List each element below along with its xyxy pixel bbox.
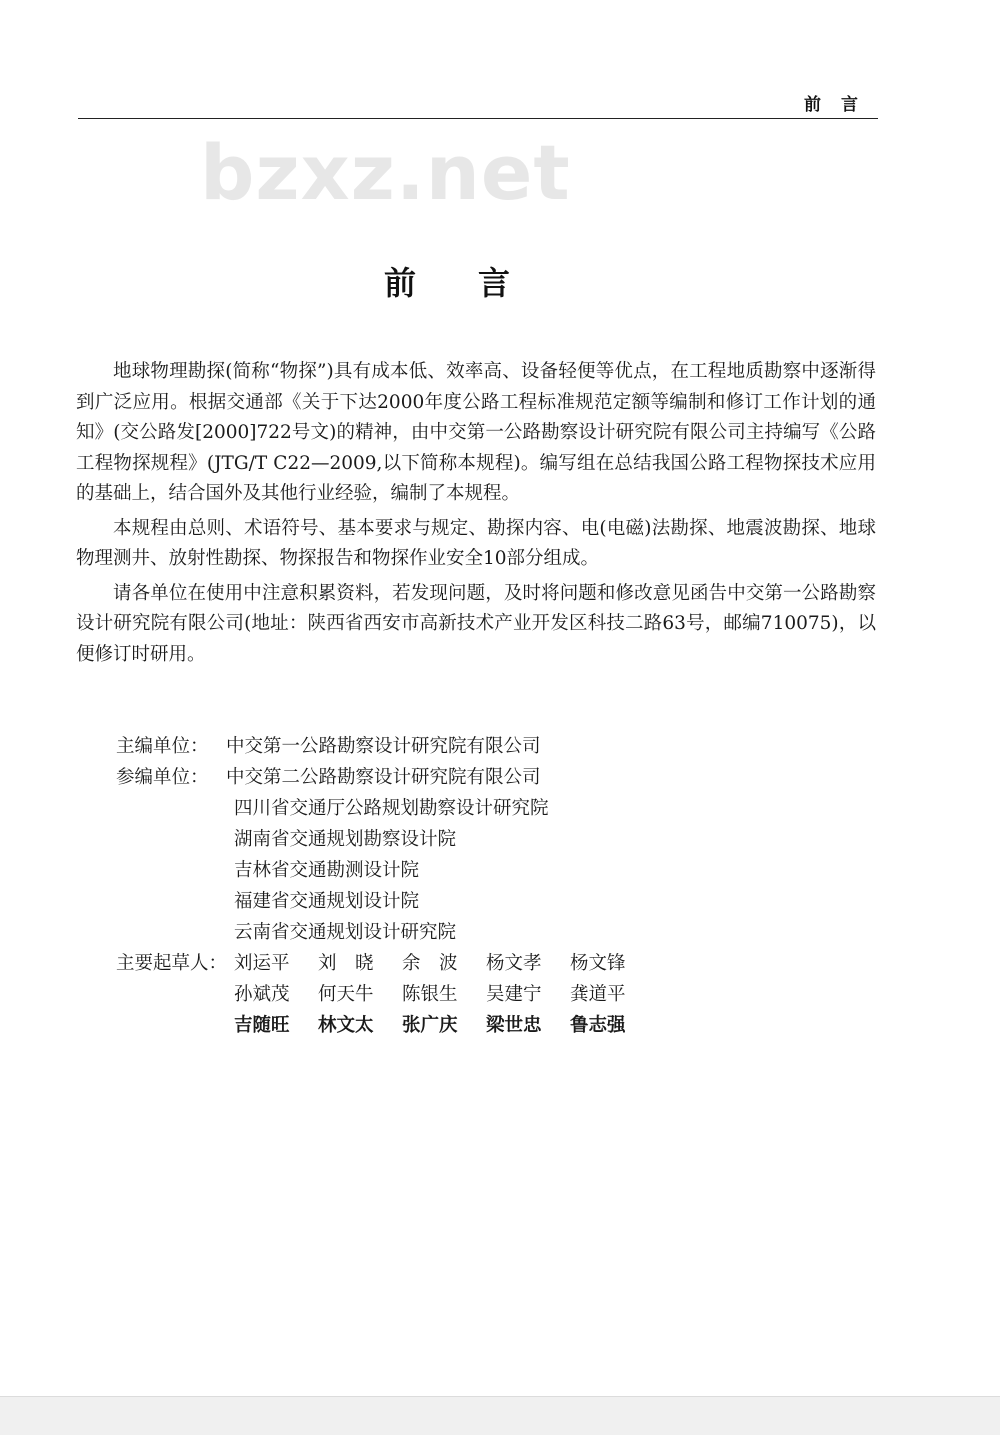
co-editor-unit: 中交第二公路勘察设计研究院有限公司 — [226, 767, 541, 788]
drafter-name: 梁世忠 — [486, 1015, 542, 1036]
running-header: 前言 — [804, 95, 878, 115]
drafter-name: 何天牛 — [318, 984, 374, 1005]
watermark: bzxz.net — [200, 128, 571, 217]
drafter-name: 龚道平 — [570, 984, 626, 1005]
drafters-label: 主要起草人： — [116, 953, 228, 974]
drafter-name: 陈银生 — [402, 984, 458, 1005]
drafter-name: 鲁志强 — [570, 1015, 626, 1036]
drafter-name: 林文太 — [318, 1015, 374, 1036]
co-editor-unit: 福建省交通规划设计院 — [234, 891, 420, 912]
drafter-name: 刘运平 — [234, 953, 290, 974]
co-editor-unit: 云南省交通规划设计研究院 — [234, 922, 457, 943]
paragraph: 请各单位在使用中注意积累资料，若发现问题，及时将问题和修改意见函告中交第一公路勘察设计研究院有限公司(地址：陕西省西安市高新技术产业开发区科技二路63号，邮编710075)，以便修订时研用。 — [76, 582, 876, 665]
header-divider — [78, 118, 878, 119]
chief-editor-block — [116, 731, 654, 762]
drafter-name: 吉随旺 — [234, 1015, 290, 1036]
co-editor-unit: 吉林省交通勘测设计院 — [234, 860, 420, 881]
drafter-name: 张广庆 — [402, 1015, 458, 1036]
drafter-name: 孙斌茂 — [234, 984, 290, 1005]
drafters-row — [234, 979, 654, 1010]
chief-editor-unit: 中交第一公路勘察设计研究院有限公司 — [226, 736, 541, 757]
co-editor-unit: 四川省交通厅公路规划勘察设计研究院 — [234, 798, 549, 819]
page-bottom-strip — [0, 1396, 1000, 1435]
drafter-name: 杨文锋 — [570, 953, 626, 974]
drafters-block — [116, 948, 654, 1041]
page-title: 前言 — [383, 264, 572, 302]
drafter-name: 杨文孝 — [486, 953, 542, 974]
drafter-name: 余 波 — [402, 953, 458, 974]
credits-section — [116, 731, 654, 1041]
body-text — [76, 357, 876, 674]
drafter-name: 吴建宁 — [486, 984, 542, 1005]
drafters-row — [234, 1010, 654, 1041]
paragraph: 地球物理勘探(简称“物探”)具有成本低、效率高、设备轻便等优点，在工程地质勘察中逐渐得到广泛应用。根据交通部《关于下达2000年度公路工程标准规范定额等编制和修订工作计划的通知》(交公路发[2000]722号文)的精神，由中交第一公路勘察设计研究院有限公司主持编写《公路工程物探规程》(JTG/T C22—2009,以下简称本规程)。编写组在总结我国公路工程物探技术应用的基础上，结合国外及其他行业经验，编制了本规程。 — [76, 361, 876, 504]
drafters-row — [234, 948, 654, 979]
paragraph: 本规程由总则、术语符号、基本要求与规定、勘探内容、电(电磁)法勘探、地震波勘探、地球物理测井、放射性勘探、物探报告和物探作业安全10部分组成。 — [76, 517, 876, 569]
co-editor-label: 参编单位： — [116, 767, 209, 788]
co-editor-unit: 湖南省交通规划勘察设计院 — [234, 829, 457, 850]
drafter-name: 刘 晓 — [318, 953, 374, 974]
chief-editor-label: 主编单位： — [116, 736, 209, 757]
co-editor-block — [116, 762, 654, 948]
